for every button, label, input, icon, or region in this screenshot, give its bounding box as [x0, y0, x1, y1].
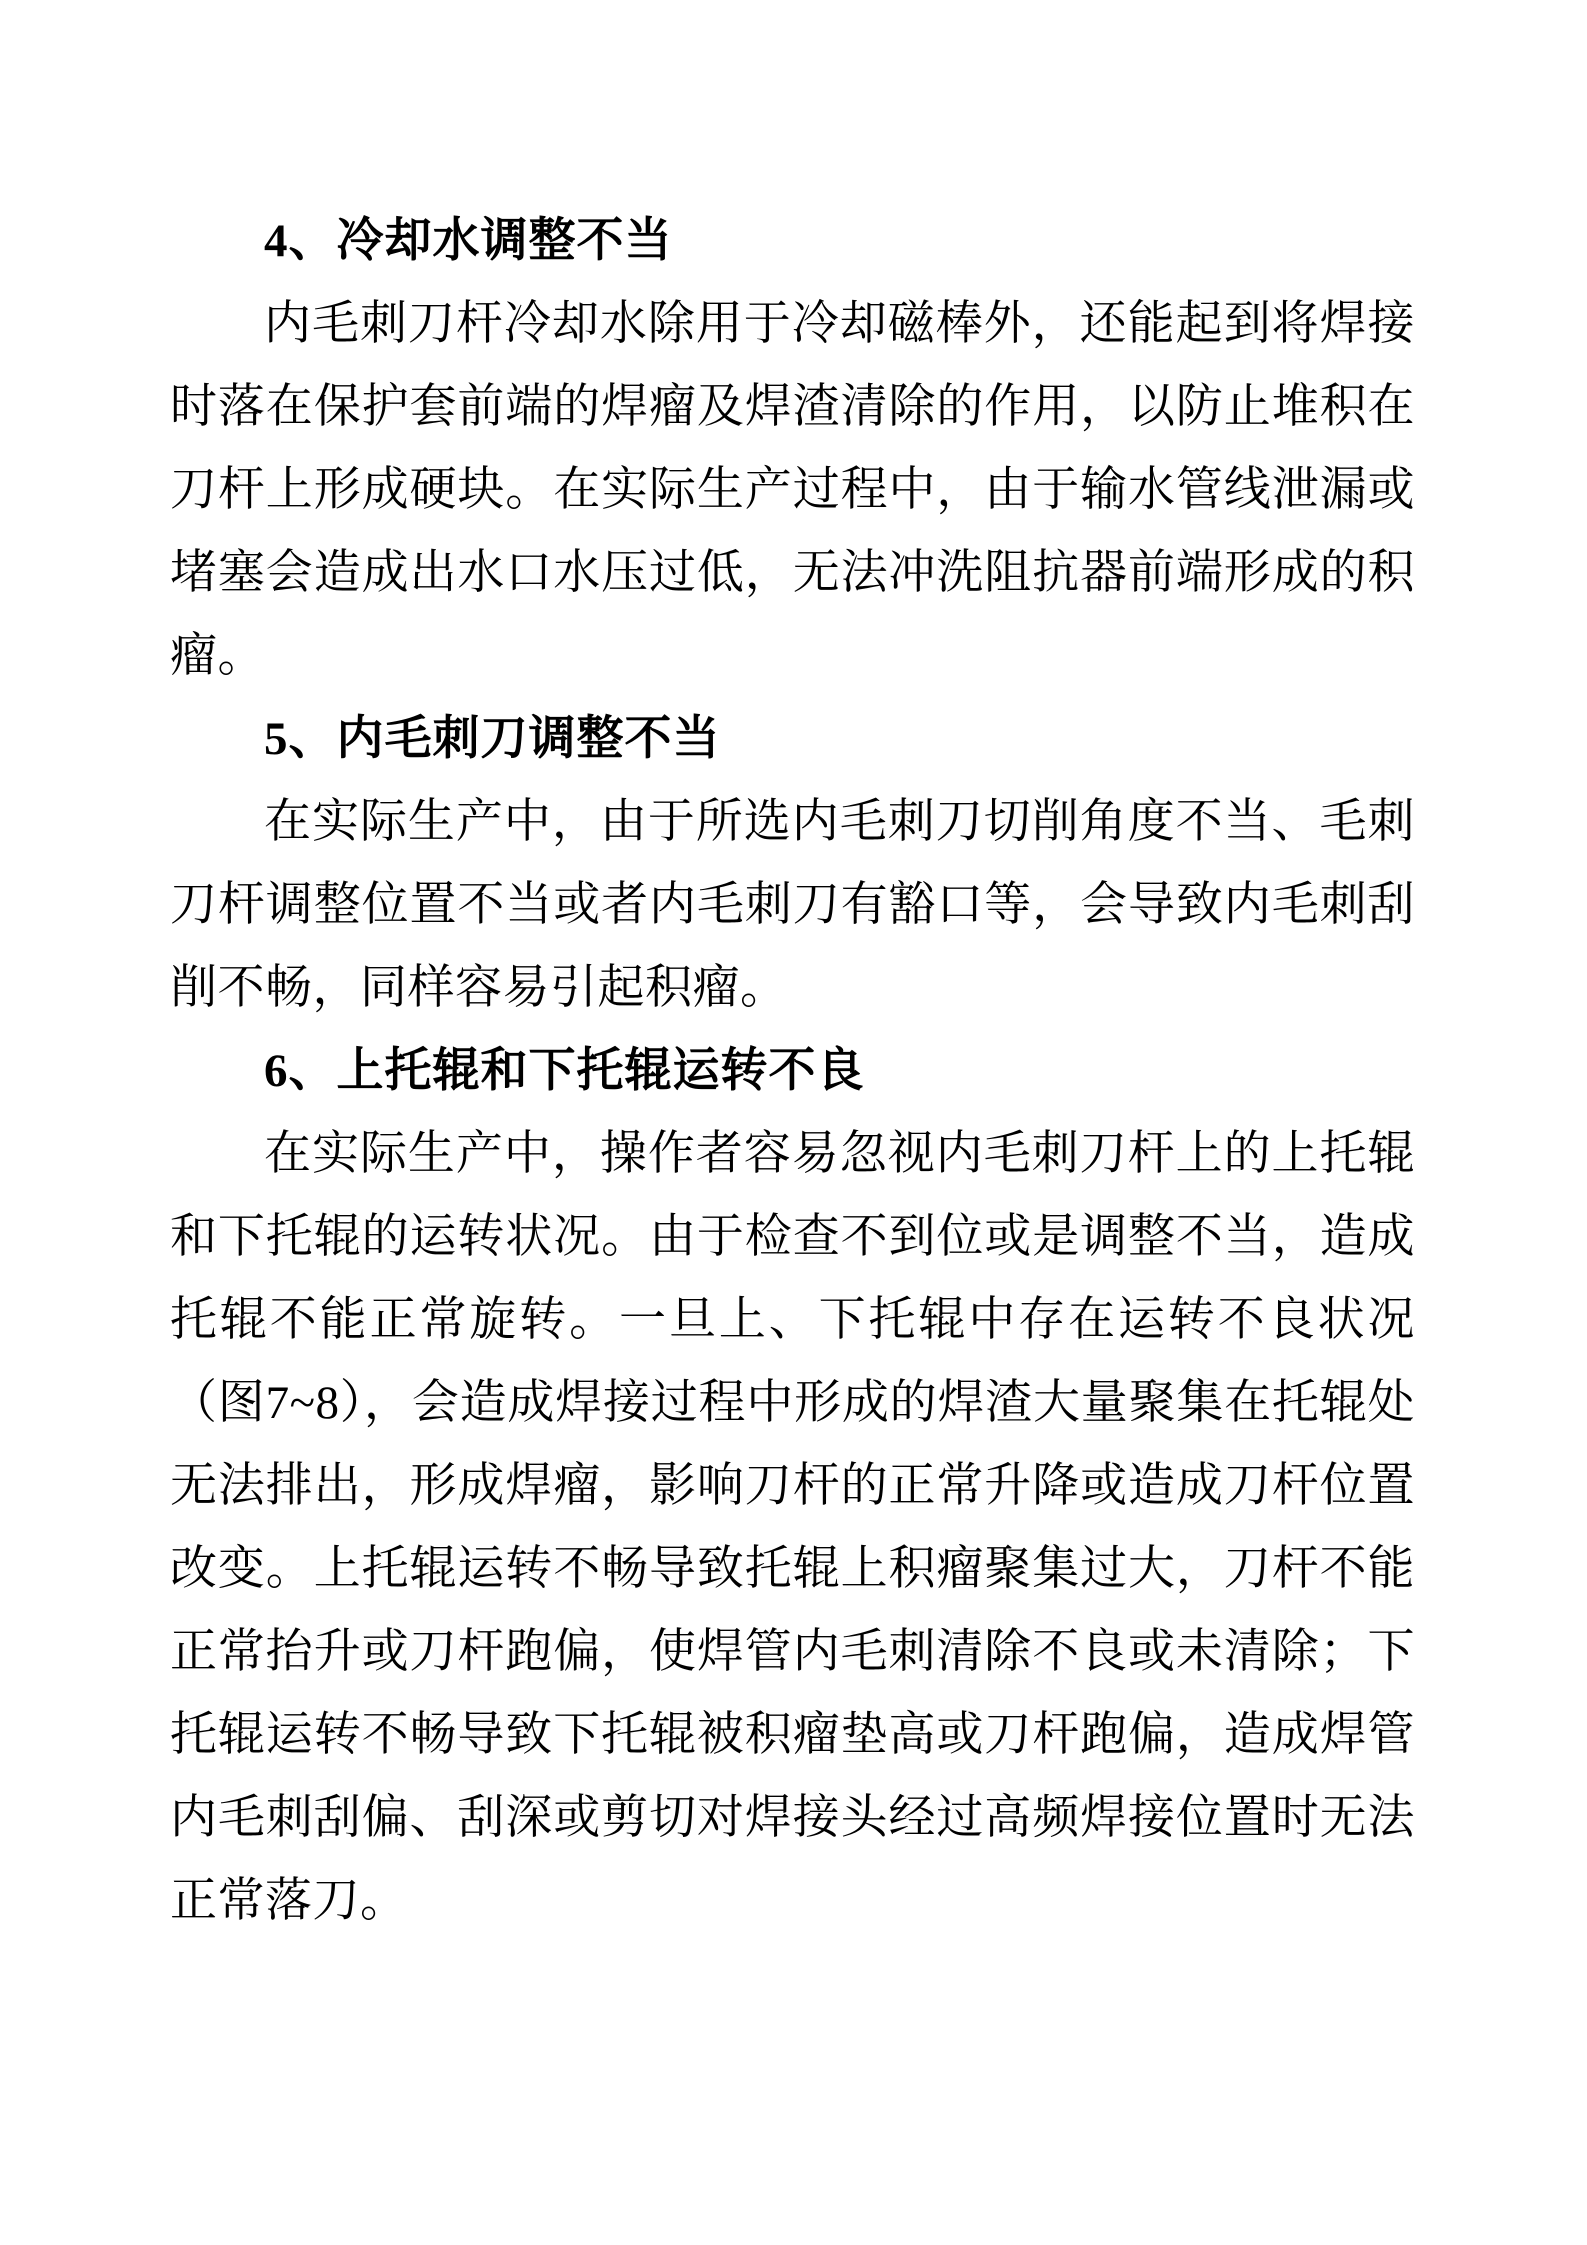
- section-paragraph-5: 在实际生产中，由于所选内毛刺刀切削角度不当、毛刺刀杆调整位置不当或者内毛刺刀有豁口等，会导致内毛刺刮削不畅，同样容易引起积瘤。: [170, 796, 1415, 1014]
- section-support-rollers: [170, 1030, 1415, 1943]
- section-heading-4: 4、冷却水调整不当: [264, 215, 673, 267]
- section-inner-burr-cutter: [170, 698, 1415, 1030]
- section-paragraph-6: 在实际生产中，操作者容易忽视内毛刺刀杆上的上托辊和下托辊的运转状况。由于检查不到位或是调整不当，造成托辊不能正常旋转。一旦上、下托辊中存在运转不良状况（图7~8），会造成焊接过程中形成的焊渣大量聚集在托辊处无法排出，形成焊瘤，影响刀杆的正常升降或造成刀杆位置改变。上托辊运转不畅导致托辊上积瘤聚集过大，刀杆不能正常抬升或刀杆跑偏，使焊管内毛刺清除不良或未清除；下托辊运转不畅导致下托辊被积瘤垫高或刀杆跑偏，造成焊管内毛刺刮偏、刮深或剪切对焊接头经过高频焊接位置时无法正常落刀。: [170, 1128, 1415, 1927]
- section-heading-6: 6、上托辊和下托辊运转不良: [264, 1045, 865, 1097]
- section-heading-5: 5、内毛刺刀调整不当: [264, 713, 721, 765]
- section-paragraph-4: 内毛刺刀杆冷却水除用于冷却磁棒外，还能起到将焊接时落在保护套前端的焊瘤及焊渣清除的作用，以防止堆积在刀杆上形成硬块。在实际生产过程中，由于输水管线泄漏或堵塞会造成出水口水压过低，无法冲洗阻抗器前端形成的积瘤。: [170, 298, 1415, 682]
- section-cooling-water: [170, 200, 1415, 698]
- document-content: [170, 200, 1415, 1943]
